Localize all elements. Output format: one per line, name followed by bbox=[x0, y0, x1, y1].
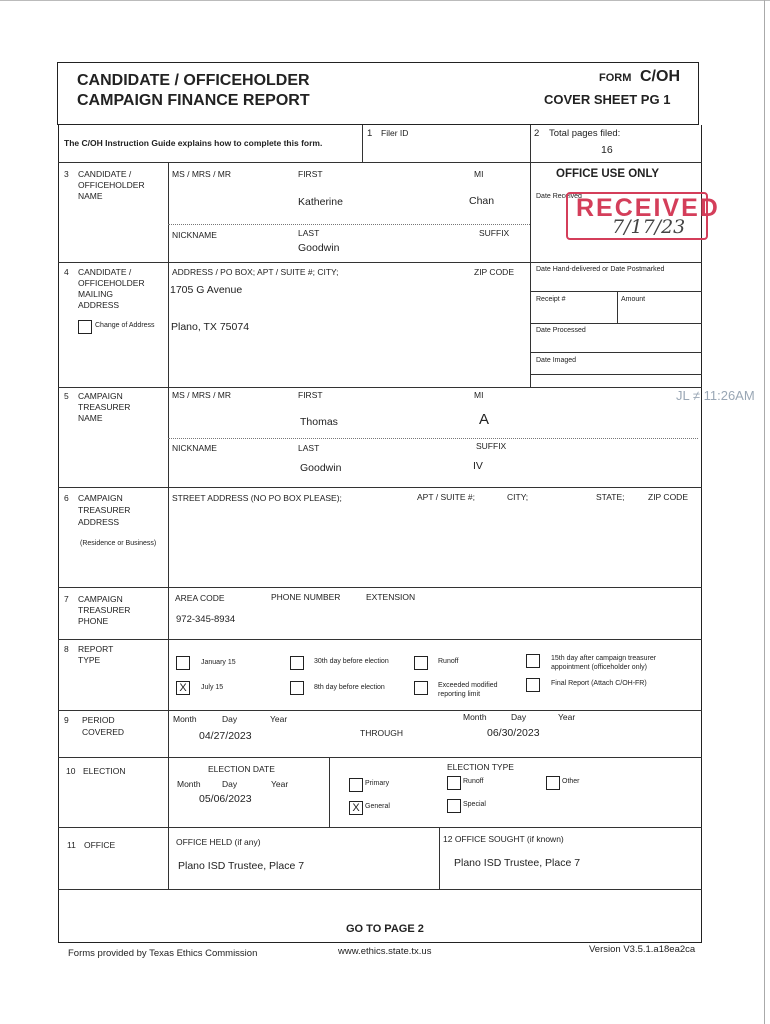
last-name-label: LAST bbox=[298, 228, 320, 238]
8th-day-checkbox[interactable] bbox=[290, 681, 304, 695]
election-month-label: Month bbox=[177, 779, 201, 789]
office-label: OFFICE bbox=[84, 840, 116, 850]
mailing-label-2: OFFICEHOLDER bbox=[78, 278, 145, 288]
candidate-name-label-3: NAME bbox=[78, 191, 103, 201]
office-num: 11 bbox=[67, 840, 76, 850]
treasurer-phone-label-2: TREASURER bbox=[78, 605, 131, 615]
treasurer-name-label-2: TREASURER bbox=[78, 402, 131, 412]
candidate-middle: Chan bbox=[469, 195, 495, 207]
mailing-label-1: CANDIDATE / bbox=[78, 267, 132, 277]
period-label-1: PERIOD bbox=[82, 715, 115, 725]
runoff-election-checkbox[interactable] bbox=[447, 776, 461, 790]
zip-label: ZIP CODE bbox=[474, 267, 514, 277]
scan-edge-top bbox=[0, 0, 770, 1]
final-report-checkbox[interactable] bbox=[526, 678, 540, 692]
other-checkbox[interactable] bbox=[546, 776, 560, 790]
runoff-election-label: Runoff bbox=[463, 778, 484, 785]
office-sought-label: 12 OFFICE SOUGHT (if known) bbox=[443, 834, 564, 844]
through-label: THROUGH bbox=[360, 728, 403, 738]
filer-id-label: Filer ID bbox=[381, 128, 409, 138]
candidate-first-name: Katherine bbox=[298, 196, 343, 208]
election-num: 10 bbox=[66, 766, 76, 776]
treasurer-last-name: Goodwin bbox=[300, 462, 342, 474]
candidate-name-label-1: CANDIDATE / bbox=[78, 169, 132, 179]
date-imaged-label: Date Imaged bbox=[536, 357, 577, 364]
website-url: www.ethics.state.tx.us bbox=[338, 946, 432, 957]
treasurer-phone-label-3: PHONE bbox=[78, 616, 109, 626]
15th-day-label-1: 15th day after campaign treasurer bbox=[551, 655, 657, 662]
period-label-2: COVERED bbox=[82, 727, 125, 737]
phone-number-label: PHONE NUMBER bbox=[271, 592, 341, 602]
mailing-label-3: MAILING bbox=[78, 289, 113, 299]
election-label: ELECTION bbox=[83, 766, 126, 776]
office-use-title: OFFICE USE ONLY bbox=[556, 168, 660, 180]
treasurer-last-label: LAST bbox=[298, 443, 320, 453]
treasurer-middle-initial: A bbox=[479, 411, 490, 428]
received-stamp bbox=[566, 192, 720, 240]
exceeded-label-2: reporting limit bbox=[438, 691, 481, 698]
instruction-text: The C/OH Instruction Guide explains how to complete this form. bbox=[64, 138, 323, 148]
treasurer-address-label-1: CAMPAIGN bbox=[78, 493, 123, 503]
apt-suite-label: APT / SUITE #; bbox=[417, 492, 475, 502]
election-date-label: ELECTION DATE bbox=[208, 764, 275, 774]
treasurer-name-num: 5 bbox=[64, 391, 69, 401]
candidate-name-label-2: OFFICEHOLDER bbox=[78, 180, 145, 190]
mailing-address-line1: 1705 G Avenue bbox=[170, 284, 243, 296]
january-15-label: January 15 bbox=[201, 659, 236, 666]
first-name-label: FIRST bbox=[298, 169, 323, 179]
total-pages-num: 2 bbox=[534, 128, 540, 139]
filer-id-num: 1 bbox=[367, 128, 373, 139]
8th-day-label: 8th day before election bbox=[314, 684, 385, 691]
change-of-address-label: Change of Address bbox=[95, 322, 155, 329]
received-time-stamp: JL ≠ 11:26AM bbox=[676, 388, 755, 403]
city-label: CITY; bbox=[507, 492, 529, 502]
treasurer-suffix: IV bbox=[473, 460, 483, 472]
other-label: Other bbox=[562, 778, 580, 785]
form-title-line1: CANDIDATE / OFFICEHOLDER bbox=[77, 72, 310, 89]
mailing-num: 4 bbox=[64, 267, 69, 277]
period-from-date: 04/27/2023 bbox=[199, 730, 252, 742]
suffix-label: SUFFIX bbox=[479, 228, 510, 238]
hand-delivered-label: Date Hand-delivered or Date Postmarked bbox=[536, 266, 665, 273]
receipt-label: Receipt # bbox=[536, 296, 566, 303]
form-header bbox=[57, 62, 699, 125]
candidate-last-name: Goodwin bbox=[298, 242, 340, 254]
treasurer-address-num: 6 bbox=[64, 493, 69, 503]
total-pages-value: 16 bbox=[601, 144, 613, 156]
extension-label: EXTENSION bbox=[366, 592, 416, 602]
treasurer-phone-label-1: CAMPAIGN bbox=[78, 594, 123, 604]
state-label: STATE; bbox=[596, 492, 625, 502]
treasurer-ms-label: MS / MRS / MR bbox=[172, 390, 232, 400]
election-day-label: Day bbox=[222, 779, 238, 789]
treasurer-phone-num: 7 bbox=[64, 594, 69, 604]
received-stamp-date: 7/17/23 bbox=[612, 216, 686, 238]
street-address-label: STREET ADDRESS (NO PO BOX PLEASE); bbox=[172, 493, 342, 503]
period-to-month-label: Month bbox=[463, 712, 487, 722]
primary-label: Primary bbox=[365, 780, 390, 787]
special-checkbox[interactable] bbox=[447, 799, 461, 813]
version-text: Version V3.5.1.a18ea2ca bbox=[589, 944, 696, 955]
mailing-label-4: ADDRESS bbox=[78, 300, 120, 310]
general-checkbox[interactable]: X bbox=[349, 801, 363, 815]
period-from-day-label: Day bbox=[222, 714, 238, 724]
candidate-name-num: 3 bbox=[64, 169, 69, 179]
january-15-checkbox[interactable] bbox=[176, 656, 190, 670]
residence-or-business-note: (Residence or Business) bbox=[80, 540, 157, 547]
form-title-line2: CAMPAIGN FINANCE REPORT bbox=[77, 92, 310, 109]
treasurer-phone-value: 972-345-8934 bbox=[176, 614, 236, 625]
treasurer-name-label-1: CAMPAIGN bbox=[78, 391, 123, 401]
total-pages-label: Total pages filed: bbox=[549, 128, 621, 139]
received-stamp-text: RECEIVED bbox=[576, 194, 720, 222]
treasurer-mi-label: MI bbox=[474, 390, 484, 400]
change-of-address-checkbox[interactable] bbox=[78, 320, 92, 334]
ms-mrs-mr-label: MS / MRS / MR bbox=[172, 169, 232, 179]
date-processed-label: Date Processed bbox=[536, 327, 586, 334]
mailing-address-line2: Plano, TX 75074 bbox=[171, 321, 250, 333]
amount-label: Amount bbox=[621, 296, 646, 303]
office-held-label: OFFICE HELD (if any) bbox=[176, 837, 261, 847]
period-to-day-label: Day bbox=[511, 712, 527, 722]
exceeded-limit-checkbox[interactable] bbox=[414, 681, 428, 695]
office-use-box bbox=[531, 162, 720, 375]
date-received-label: Date Received bbox=[536, 193, 582, 200]
treasurer-address-label-3: ADDRESS bbox=[78, 517, 120, 527]
treasurer-name-label-3: NAME bbox=[78, 413, 103, 423]
general-label: General bbox=[365, 803, 390, 810]
form-prefix: FORM bbox=[599, 72, 632, 84]
office-held-value: Plano ISD Trustee, Place 7 bbox=[178, 860, 305, 872]
exceeded-label-1: Exceeded modified bbox=[438, 682, 498, 689]
treasurer-first-label: FIRST bbox=[298, 390, 323, 400]
treasurer-address-label-2: TREASURER bbox=[78, 505, 131, 515]
30th-day-checkbox[interactable] bbox=[290, 656, 304, 670]
15th-day-checkbox[interactable] bbox=[526, 654, 540, 668]
final-report-label: Final Report (Attach C/OH-FR) bbox=[551, 680, 647, 687]
special-label: Special bbox=[463, 801, 486, 808]
election-type-label: ELECTION TYPE bbox=[447, 762, 514, 772]
election-year-label: Year bbox=[271, 779, 289, 789]
july-15-label: July 15 bbox=[201, 684, 224, 691]
period-to-date: 06/30/2023 bbox=[487, 727, 540, 739]
treasurer-nickname-label: NICKNAME bbox=[172, 443, 217, 453]
period-num: 9 bbox=[64, 715, 69, 725]
period-from-year-label: Year bbox=[270, 714, 288, 724]
address-label: ADDRESS / PO BOX; APT / SUITE #; CITY; bbox=[172, 267, 339, 277]
scan-edge-right bbox=[764, 0, 765, 1024]
report-type-label-2: TYPE bbox=[78, 655, 101, 665]
treasurer-zip-label: ZIP CODE bbox=[648, 492, 688, 502]
mi-label: MI bbox=[474, 169, 484, 179]
area-code-label: AREA CODE bbox=[175, 593, 225, 603]
treasurer-first-name: Thomas bbox=[300, 416, 338, 428]
30th-day-label: 30th day before election bbox=[314, 658, 389, 665]
primary-checkbox[interactable] bbox=[349, 778, 363, 792]
period-from-month-label: Month bbox=[173, 714, 197, 724]
form-code: C/OH bbox=[640, 68, 680, 85]
runoff-report-checkbox[interactable] bbox=[414, 656, 428, 670]
nickname-label: NICKNAME bbox=[172, 230, 217, 240]
july-15-checkbox[interactable]: X bbox=[176, 681, 190, 695]
period-to-year-label: Year bbox=[558, 712, 576, 722]
report-type-label-1: REPORT bbox=[78, 644, 114, 654]
election-date-value: 05/06/2023 bbox=[199, 793, 252, 805]
office-sought-value: Plano ISD Trustee, Place 7 bbox=[454, 857, 581, 869]
forms-provided-text: Forms provided by Texas Ethics Commission bbox=[68, 948, 258, 959]
15th-day-label-2: appointment (officeholder only) bbox=[551, 664, 647, 671]
cover-sheet-label: COVER SHEET PG 1 bbox=[544, 92, 671, 107]
treasurer-suffix-label: SUFFIX bbox=[476, 441, 507, 451]
runoff-report-label: Runoff bbox=[438, 658, 459, 665]
report-type-num: 8 bbox=[64, 644, 69, 654]
go-to-page-2: GO TO PAGE 2 bbox=[346, 923, 424, 935]
